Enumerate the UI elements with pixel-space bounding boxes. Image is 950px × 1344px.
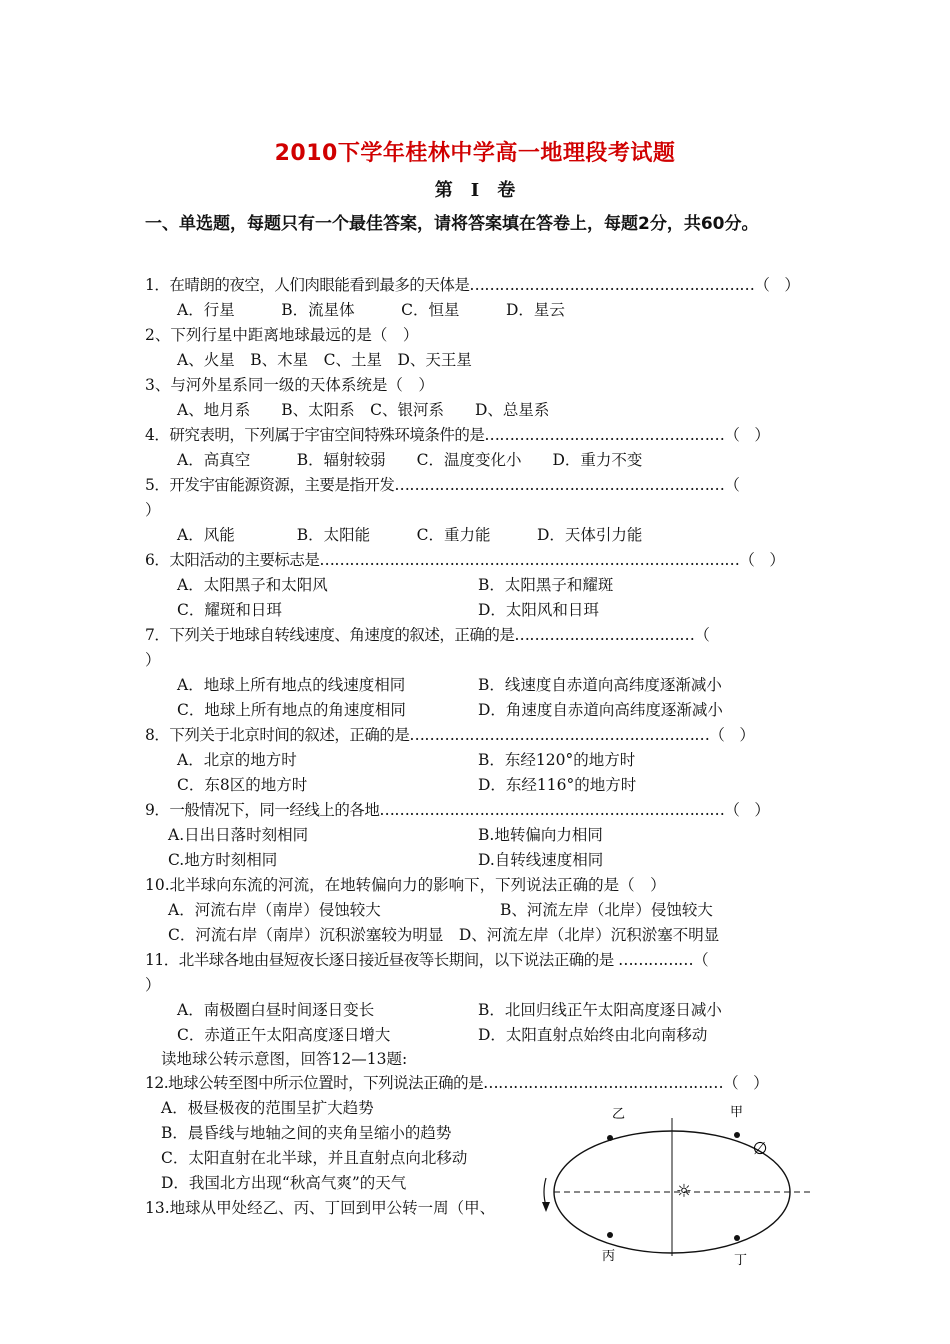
position-yi-dot	[607, 1135, 613, 1141]
question-12-option-b: B．晨昏线与地轴之间的夹角呈缩小的趋势	[161, 1124, 452, 1142]
reading-instruction: 读地球公转示意图，回答12—13题:	[161, 1050, 408, 1068]
question-11-option-d: D．太阳直射点始终由北向南移动	[478, 1026, 708, 1044]
question-6-option-a: A．太阳黑子和太阳风	[177, 576, 328, 594]
question-6-option-d: D．太阳风和日珥	[478, 601, 599, 619]
question-7: 7．下列关于地球自转线速度、角速度的叙述，正确的是………………………………（	[145, 626, 710, 644]
question-5-options: A．风能 B．太阳能 C．重力能 D．天体引力能	[177, 526, 643, 544]
question-7-option-a: A．地球上所有地点的线速度相同	[177, 676, 406, 694]
question-10-options-cd: C．河流右岸（南岸）沉积淤塞较为明显 D、河流左岸（北岸）沉积淤塞不明显	[168, 926, 720, 944]
question-7-option-d: D．角速度自赤道向高纬度逐渐减小	[478, 701, 723, 719]
question-12: 12.地球公转至图中所示位置时，下列说法正确的是…………………………………………（ ）	[145, 1074, 769, 1092]
question-7-bracket: ）	[145, 651, 161, 669]
question-8: 8．下列关于北京时间的叙述，正确的是……………………………………………………（ ）	[145, 726, 755, 744]
question-8-option-a: A．北京的地方时	[177, 751, 297, 769]
position-ding-dot	[734, 1235, 740, 1241]
question-2: 2、下列行星中距离地球最远的是（ ）	[145, 326, 419, 344]
question-8-option-d: D．东经116°的地方时	[478, 776, 637, 794]
question-11-bracket: ）	[145, 976, 161, 994]
question-10-option-a: A．河流右岸（南岸）侵蚀较大	[168, 901, 381, 919]
question-12-option-a: A．极昼极夜的范围呈扩大趋势	[161, 1099, 374, 1117]
question-1-options: A．行星 B．流星体 C．恒星 D．星云	[177, 301, 565, 319]
label-ding: 丁	[734, 1253, 748, 1268]
question-11-option-c: C．赤道正午太阳高度逐日增大	[177, 1026, 391, 1044]
question-3: 3、与河外星系同一级的天体系统是（ ）	[145, 376, 434, 394]
question-4-options: A．高真空 B．辐射较弱 C．温度变化小 D．重力不变	[177, 451, 643, 469]
earth-icon: ∅	[752, 1139, 768, 1159]
question-5: 5．开发宇宙能源资源，主要是指开发…………………………………………………………（	[145, 476, 740, 494]
section-heading: 一、单选题，每题只有一个最佳答案，请将答案填在答卷上，每题2分，共60分。	[145, 214, 759, 234]
question-2-options: A、火星 B、木星 C、土星 D、天王星	[177, 351, 472, 369]
question-6: 6．太阳活动的主要标志是…………………………………………………………………………（ ）	[145, 551, 785, 569]
label-yi: 乙	[612, 1107, 626, 1122]
question-5-bracket: ）	[145, 501, 161, 519]
orbit-direction-arrow	[544, 1178, 546, 1206]
question-13: 13.地球从甲处经乙、丙、丁回到甲公转一周（甲、	[145, 1199, 496, 1217]
question-11: 11．北半球各地由昼短夜长逐日接近昼夜等长期间，以下说法正确的是 ……………（	[145, 951, 709, 969]
question-11-option-a: A．南极圈白昼时间逐日变长	[177, 1001, 375, 1019]
label-jia: 甲	[730, 1105, 744, 1120]
question-3-options: A、地月系 B、太阳系 C、银河系 D、总星系	[177, 401, 550, 419]
question-9-option-b: B.地转偏向力相同	[478, 826, 603, 844]
question-11-option-b: B．北回归线正午太阳高度逐日减小	[478, 1001, 722, 1019]
question-10: 10.北半球向东流的河流，在地转偏向力的影响下，下列说法正确的是（ ）	[145, 876, 666, 894]
question-12-option-d: D．我国北方出现“秋高气爽”的天气	[161, 1174, 407, 1192]
position-bing-dot	[607, 1232, 613, 1238]
question-4: 4．研究表明，下列属于宇宙空间特殊环境条件的是…………………………………………（ ）	[145, 426, 770, 444]
question-6-option-c: C．耀斑和日珥	[177, 601, 282, 619]
question-9-option-c: C.地方时刻相同	[168, 851, 278, 869]
question-6-option-b: B．太阳黑子和耀斑	[478, 576, 614, 594]
question-8-option-c: C．东8区的地方时	[177, 776, 308, 794]
question-7-option-c: C．地球上所有地点的角速度相同	[177, 701, 406, 719]
position-jia-dot	[734, 1132, 740, 1138]
question-12-option-c: C．太阳直射在北半球，并且直射点向北移动	[161, 1149, 468, 1167]
earth-revolution-diagram	[530, 1098, 820, 1278]
question-10-option-b: B、河流左岸（北岸）侵蚀较大	[500, 901, 713, 919]
question-7-option-b: B．线速度自赤道向高纬度逐渐减小	[478, 676, 722, 694]
label-bing: 丙	[602, 1249, 616, 1264]
exam-title: 2010下学年桂林中学高一地理段考试题	[274, 141, 676, 166]
question-8-option-b: B．东经120°的地方时	[478, 751, 636, 769]
question-9: 9．一般情况下，同一经线上的各地……………………………………………………………（ ）	[145, 801, 770, 819]
question-9-option-d: D.自转线速度相同	[478, 851, 604, 869]
volume-heading: 第 I 卷	[434, 180, 516, 201]
arrow-head-icon	[542, 1202, 550, 1212]
sun-icon: ☼	[675, 1181, 693, 1202]
question-9-option-a: A.日出日落时刻相同	[168, 826, 309, 844]
question-1: 1．在晴朗的夜空，人们肉眼能看到最多的天体是…………………………………………………（ ）	[145, 276, 800, 294]
